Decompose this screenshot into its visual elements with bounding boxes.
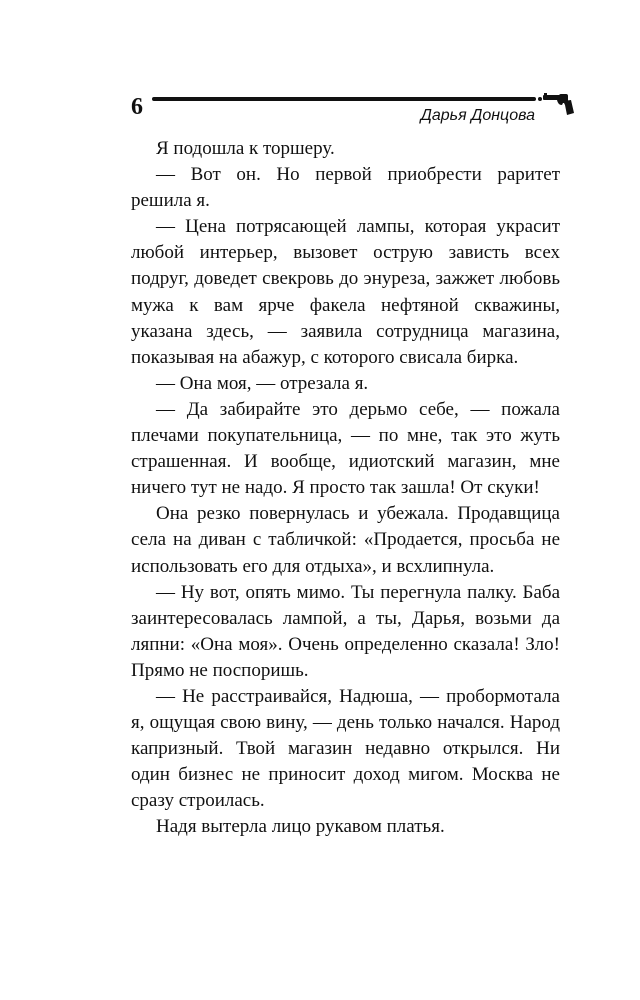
- header-rule: [152, 97, 536, 101]
- page-number: 6: [131, 94, 143, 120]
- paragraph: — Да забирайте это дерьмо себе, — пожала плечами покупательница, — по мне, так это жуть страшенная. И вообще, идиотский магазин, мне ничего тут не надо. Я просто так зашла! От скуки!: [131, 398, 560, 499]
- paragraph: Она резко повернулась и убежала. Продавщица села на диван с табличкой: «Продается, просьба не использовать его для отдыха», и всхлипнула.: [131, 503, 560, 577]
- paragraph: — Вот он. Но первой приобрести раритет решила я.: [131, 164, 560, 212]
- body-text: [131, 136, 560, 841]
- running-author: Дарья Донцова: [420, 107, 535, 124]
- paragraph: — Цена потрясающей лампы, которая украсит любой интерьер, вызовет острую зависть всех подруг, доведет свекровь до энуреза, зажжет любовь мужа к вам ярче факела нефтяной скважины, указана здесь, — заявила сотрудница магазина, показывая на абажур, с которого свисала бирка.: [131, 216, 560, 368]
- paragraph: Я подошла к торшеру.: [156, 138, 335, 159]
- paragraph: — Не расстраивайся, Надюша, — пробормотала я, ощущая свою вину, — день только начался. Народ капризный. Твой магазин недавно открылся. Ни один бизнес не приносит доход мигом. Москва не сразу строилась.: [131, 685, 560, 812]
- paragraph: — Она моя, — отрезала я.: [156, 372, 369, 394]
- revolver-icon: [543, 91, 575, 117]
- header-rule-dot: [538, 97, 542, 101]
- paragraph: Надя вытерла лицо рукавом платья.: [156, 816, 445, 838]
- paragraph: — Ну вот, опять мимо. Ты перегнула палку. Баба заинтересовалась лампой, а ты, Дарья, возьми да ляпни: «Она моя». Очень определенно сказала! Зло! Прямо не поспоришь.: [131, 581, 560, 681]
